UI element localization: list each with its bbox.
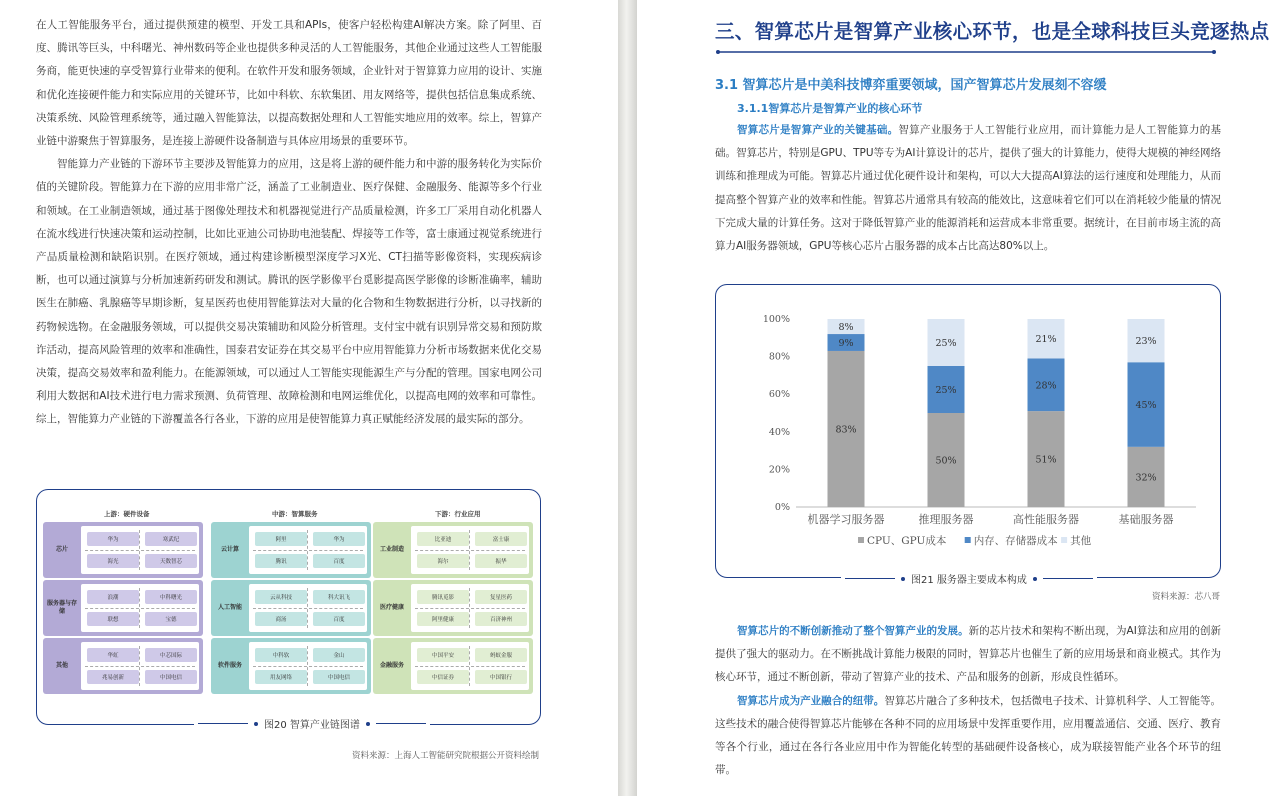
company-pill: 中国电信 <box>313 670 365 684</box>
company-pill: 海尔 <box>417 554 469 568</box>
book-gutter <box>618 0 637 796</box>
diagram-section-label: 人工智能 <box>217 604 242 611</box>
bar-data-label: 25% <box>935 385 957 396</box>
y-tick-label: 0% <box>774 502 790 513</box>
diagram-section-label: 云计算 <box>220 546 239 553</box>
paragraph-3-body: 智算芯片融合了多种技术，包括微电子技术、计算机科学、人工智能等。这些技术的融合使得智算芯片能够在各种不同的应用场景中发挥重要作用，应用覆盖通信、交通、医疗、教育等各个行业，通过在各行各业应用中作为智能化转型的基础硬件设备核心，成为联接智能产业各个环节的纽带。 <box>715 694 1221 777</box>
company-pill: 宝德 <box>145 612 197 626</box>
diagram-section-items <box>249 526 367 574</box>
left-page <box>0 0 618 796</box>
diagram-section-label: 软件服务 <box>217 662 242 669</box>
bar-data-label: 32% <box>1135 472 1157 484</box>
legend-swatch <box>965 537 971 543</box>
diagram-section <box>43 522 203 578</box>
company-pill: 云从科技 <box>255 590 307 604</box>
company-pill: 浪潮 <box>87 590 139 604</box>
diagram-section <box>211 580 371 636</box>
company-pill: 用友网络 <box>255 670 307 684</box>
company-pill: 中科曙光 <box>145 590 197 604</box>
diagram-section-label: 服务器与存储 <box>47 600 78 615</box>
paragraph-1-lead: 智算芯片是智算产业的关键基础。 <box>737 124 899 136</box>
company-pill: 华为 <box>87 532 139 546</box>
company-pill: 中国电信 <box>145 670 197 684</box>
diagram-section-label: 工业制造 <box>379 546 404 553</box>
diagram-section-items <box>249 584 367 632</box>
paragraph-3-lead: 智算芯片成为产业融合的纽带。 <box>737 694 885 707</box>
right-paragraph-1-block <box>715 119 1221 258</box>
figure-21-caption <box>841 571 1097 586</box>
figure-20-caption-text: 图20 智算产业链图谱 <box>264 720 360 731</box>
bar-data-label: 23% <box>1135 336 1157 348</box>
company-pill: 科大讯飞 <box>313 590 365 604</box>
diagram-section <box>211 638 371 694</box>
company-pill: 振华 <box>475 554 527 568</box>
diagram-section-label: 其他 <box>55 662 68 669</box>
figure-20-caption <box>194 716 430 731</box>
server-cost-chart-box <box>715 284 1221 578</box>
company-pill: 中国平安 <box>417 648 469 662</box>
bar-data-label: 51% <box>1035 454 1057 466</box>
diagram-section-items <box>81 642 199 690</box>
x-tick-label: 高性能服务器 <box>1013 513 1079 526</box>
diagram-section <box>373 580 533 636</box>
y-tick-label: 20% <box>768 464 790 476</box>
diagram-section-items <box>411 526 529 574</box>
diagram-section-label: 芯片 <box>55 546 68 553</box>
diagram-header-upstream: 上游：硬件设备 <box>104 510 150 518</box>
diagram-header-midstream: 中游：智算服务 <box>272 510 318 518</box>
company-pill: 寒武纪 <box>145 532 197 546</box>
section-title: 三、智算芯片是智算产业核心环节，也是全球科技巨头竞逐热点 <box>715 20 1270 43</box>
bar-data-label: 25% <box>935 338 957 349</box>
company-pill: 阿里 <box>255 532 307 546</box>
diagram-section-label: 金融服务 <box>379 662 404 669</box>
company-pill: 兆易创新 <box>87 670 139 684</box>
company-pill: 华虹 <box>87 648 139 662</box>
diagram-section <box>373 522 533 578</box>
diagram-section <box>211 522 371 578</box>
figure-20-source: 资料来源：上海人工智能研究院根据公开资料绘制 <box>352 751 540 761</box>
company-pill: 中信证券 <box>417 670 469 684</box>
paragraph-1-body: 智算产业服务于人工智能行业应用，而计算能力是人工智能算力的基础。智算芯片，特别是GPU、TPU等专为AI计算设计的芯片，提供了强大的计算能力，使得大规模的神经网络训练和推理成为可能。智算芯片通过优化硬件设计和架构，可以大大提高AI算法的运行速度和处理能力，从而提高整个智算产业的效率和性能。智算芯片通常具有较高的能效比，这意味着它们可以在消耗较少能量的情况下完成大量的计算任务。这对于降低智算产业的能源消耗和运营成本非常重要。据统计，在目前市场主流的高算力AI服务器领域，GPU等核心芯片占服务器的成本占比高达80%以上。 <box>715 124 1222 253</box>
left-body-text <box>36 14 542 432</box>
left-paragraph-2: 智能算力产业链的下游环节主要涉及智能算力的应用，这是将上游的硬件能力和中游的服务转化为实际价值的关键阶段。智能算力在下游的应用非常广泛，涵盖了工业制造业、医疗保健、金融服务、能源等多个行业和领域。在工业制造领域，通过基于图像处理技术和机器视觉进行产品质量检测，许多工厂采用自动化机器人在流水线进行快速决策和运动控制，比如比亚迪公司协助电池装配、焊接等工作等，富士康通过视觉系统进行产品质量检测和缺陷识别。在医疗领域，通过构建诊断模型深度学习X光、CT扫描等影像资料，实现疾病诊断，也可以通过演算与分析加速新药研发和测试。腾讯的医学影像平台觅影提高医学影像的诊断准确率，辅助医生在肺癌、乳腺癌等早期诊断，复星医药也使用智能算法对大量的化合物和生物数据进行分析，以寻找新的药物候选物。在金融服务领域，可以提供交易决策辅助和风险分析管理。支付宝中就有识别异常交易和预防欺诈活动，提高风险管理的效率和准确性，国泰君安证券在其交易平台中应用智能算力分析市场数据来优化交易决策，提高交易效率和盈利能力。在能源领域，可以通过人工智能实现能源生产与分配的管理。国家电网公司利用大数据和AI技术进行电力需求预测、负荷管理、故障检测和电网运维优化，以提高电网的效率和可靠性。综上，智能算力产业链的下游覆盖各行各业，下游的应用是使智能算力真正赋能经济发展的最实际的部分。 <box>36 158 542 426</box>
diagram-header-downstream: 下游：行业应用 <box>435 510 481 518</box>
subsection-heading: 3.1 智算芯片是中美科技博弈重要领域，国产智算芯片发展刻不容缓 <box>715 78 1107 93</box>
diagram-section <box>43 638 203 694</box>
company-pill: 阿里健康 <box>417 612 469 626</box>
company-pill: 天数智芯 <box>145 554 197 568</box>
paragraph-2-lead: 智算芯片的不断创新推动了整个智算产业的发展。 <box>737 625 969 637</box>
company-pill: 富士康 <box>475 532 527 546</box>
x-tick-label: 基础服务器 <box>1118 513 1174 526</box>
company-pill: 中科软 <box>255 648 307 662</box>
diagram-section-items <box>81 526 199 574</box>
paragraph-2-body: 新的芯片技术和架构不断出现，为AI算法和应用的创新提供了强大的驱动力。在不断挑战计算能力极限的同时，智算芯片也催生了新的应用场景和商业模式。其作为核心环节，通过不断创新，带动了智算产业的技术、产品和服务的创新，形成良性循环。 <box>715 625 1222 684</box>
company-pill: 华为 <box>313 532 365 546</box>
right-paragraph-2-block <box>715 620 1221 782</box>
company-pill: 百度 <box>313 554 365 568</box>
diagram-section-items <box>249 642 367 690</box>
title-underline <box>715 50 1217 54</box>
bar-data-label: 50% <box>935 455 957 467</box>
y-tick-label: 60% <box>768 389 790 401</box>
bar-data-label: 9% <box>838 338 854 349</box>
x-tick-label: 推理服务器 <box>918 513 974 526</box>
y-tick-label: 40% <box>768 426 790 438</box>
bar-data-label: 83% <box>835 424 857 436</box>
bar-data-label: 28% <box>1035 380 1057 392</box>
sub-subsection-heading: 3.1.1智算芯片是智算产业的核心环节 <box>737 102 923 115</box>
x-tick-label: 机器学习服务器 <box>807 513 885 526</box>
company-pill: 商汤 <box>255 612 307 626</box>
company-pill: 腾讯觅影 <box>417 590 469 604</box>
diagram-section-items <box>411 584 529 632</box>
legend-swatch <box>1061 537 1067 543</box>
company-pill: 中芯国际 <box>145 648 197 662</box>
bar-data-label: 21% <box>1035 334 1057 346</box>
company-pill: 复星医药 <box>475 590 527 604</box>
legend-label: 其他 <box>1070 535 1092 547</box>
company-pill: 百度 <box>313 612 365 626</box>
diagram-section-items <box>411 642 529 690</box>
company-pill: 比亚迪 <box>417 532 469 546</box>
server-cost-chart <box>716 285 1222 579</box>
legend-label: CPU、GPU成本 <box>867 535 947 547</box>
legend-label: 内存、存储器成本 <box>973 535 1058 547</box>
diagram-section-items <box>81 584 199 632</box>
y-tick-label: 100% <box>762 314 790 325</box>
diagram-section-label: 医疗健康 <box>379 604 404 611</box>
company-pill: 中国银行 <box>475 670 527 684</box>
company-pill: 联想 <box>87 612 139 626</box>
company-pill: 腾讯 <box>255 554 307 568</box>
company-pill: 蚂蚁金服 <box>475 648 527 662</box>
figure-21-caption-text: 图21 服务器主要成本构成 <box>911 575 1027 586</box>
right-page <box>637 0 1274 796</box>
left-paragraph-1: 在人工智能服务平台，通过提供预建的模型、开发工具和APIs，使客户轻松构建AI解决方案。除了阿里、百度、腾讯等巨头，中科曙光、神州数码等企业也提供多种灵活的人工智能服务，其他企业通过这些人工智能服务商，能更快速的享受智算行业带来的便利。在软件开发和服务领域，企业针对于智算算力应用的设计、实施和优化连接硬件能力和实际应用的关键环节，比如中科软、东软集团、用友网络等，提供包括信息集成系统、决策系统、风险管理系统等，通过融入智能算法，以提高数据处理和人工智能实地应用的效率。综上，智算产业链中游聚焦于智算服务，是连接上游硬件设备制造与具体应用场景的重要环节。 <box>36 19 542 148</box>
diagram-section <box>373 638 533 694</box>
company-pill: 海光 <box>87 554 139 568</box>
company-pill: 百济神州 <box>475 612 527 626</box>
legend-swatch <box>858 537 864 543</box>
bar-data-label: 8% <box>838 322 854 334</box>
diagram-section <box>43 580 203 636</box>
company-pill: 金山 <box>313 648 365 662</box>
figure-21-source: 资料来源：芯八哥 <box>1152 592 1221 602</box>
y-tick-label: 80% <box>768 351 790 363</box>
bar-data-label: 45% <box>1135 400 1157 412</box>
